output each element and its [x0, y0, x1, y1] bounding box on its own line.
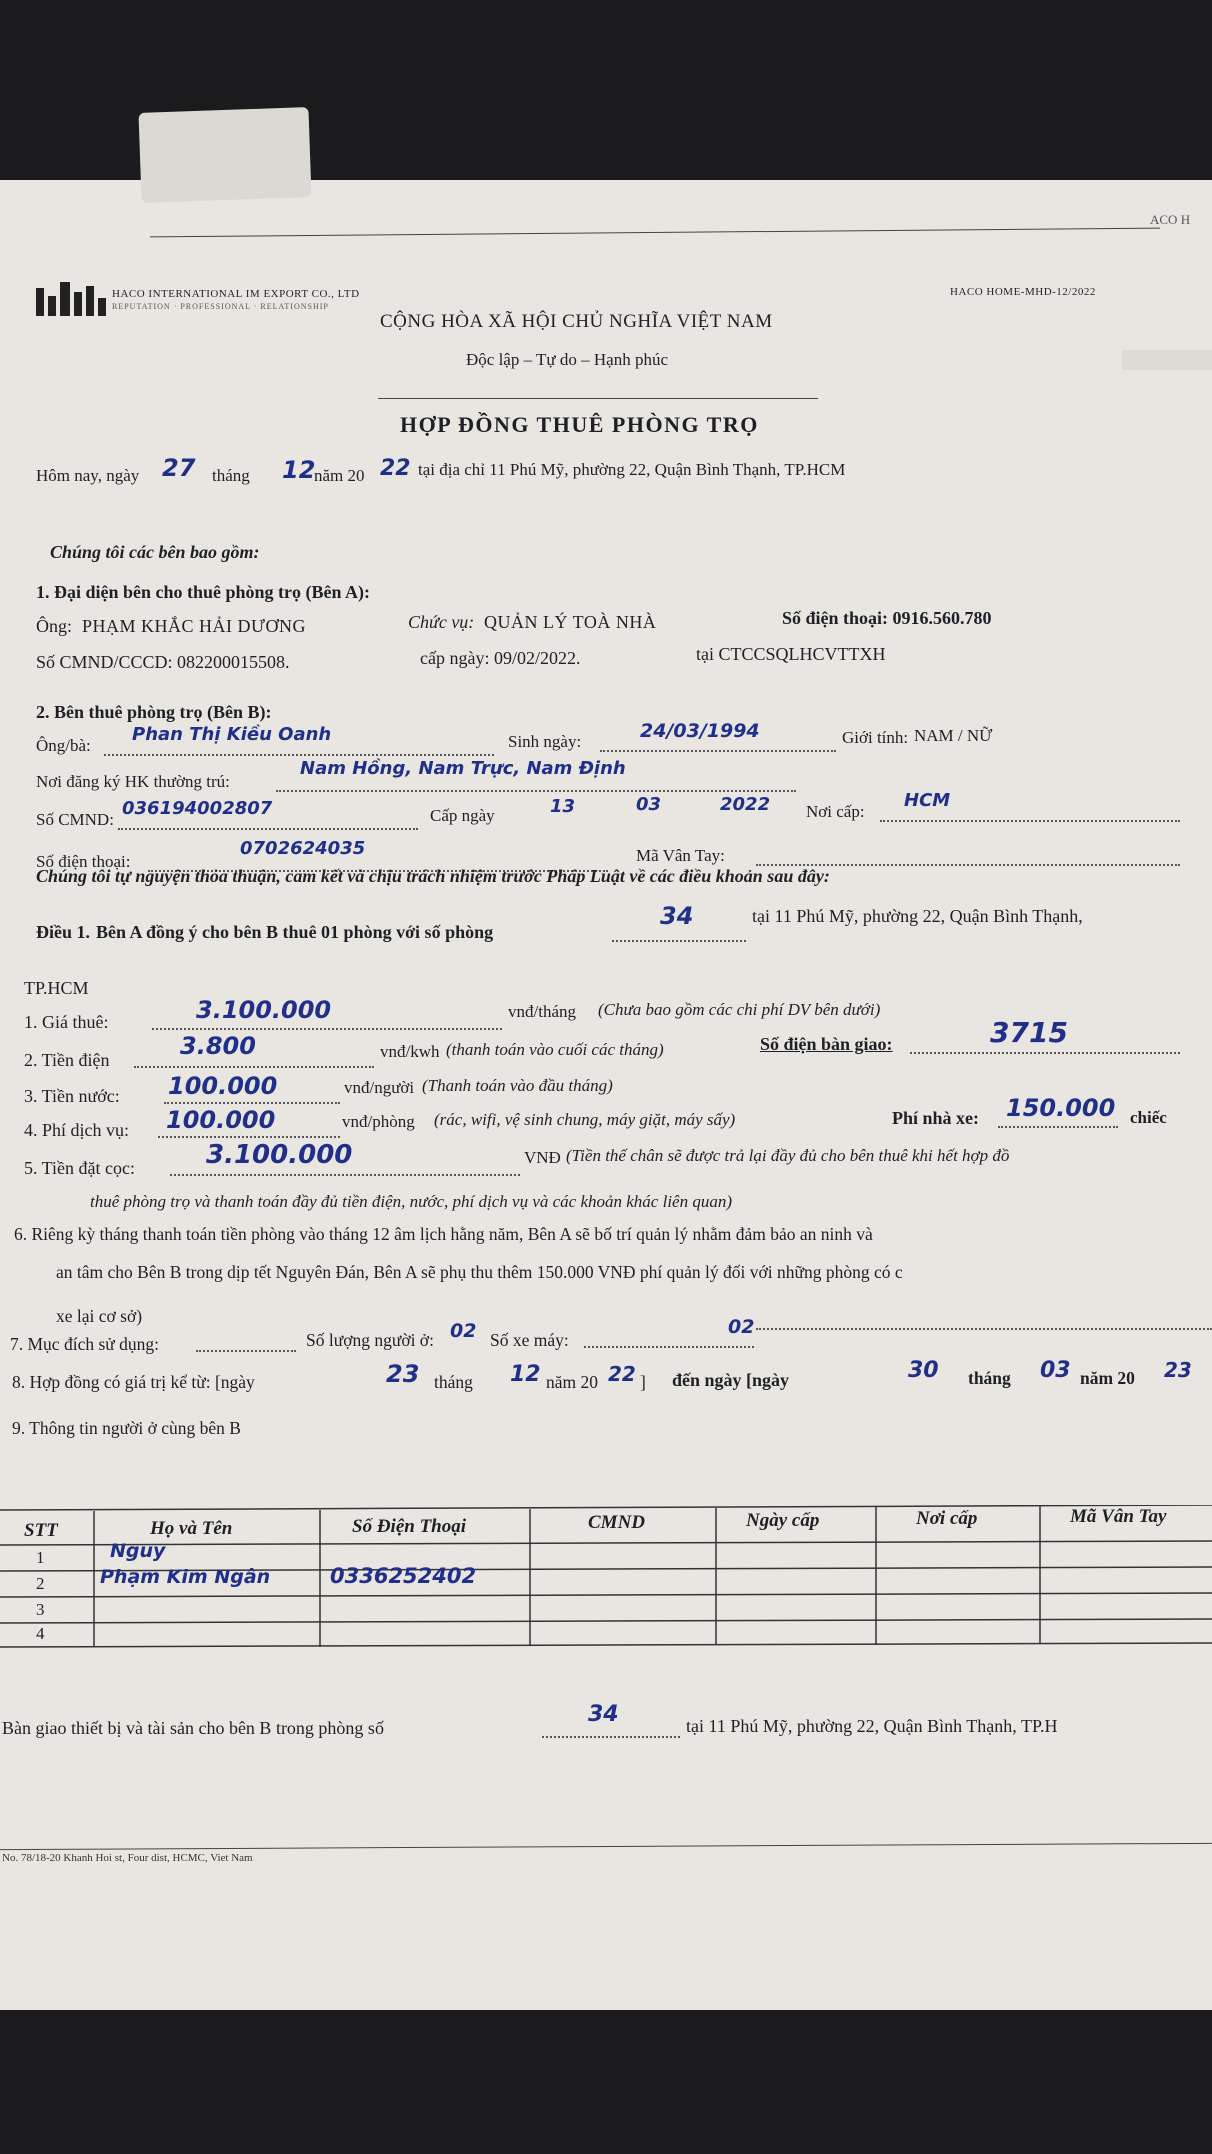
party-b-dob-label: Sinh ngày:: [508, 732, 582, 751]
to-year-label: năm 20: [1080, 1368, 1135, 1388]
party-a-id: Số CMND/CCCD: 082200015508.: [36, 652, 290, 672]
service-unit: vnđ/phòng: [342, 1112, 415, 1131]
deposit-label: 5. Tiền đặt cọc:: [24, 1158, 135, 1178]
rent-value: 3.100.000: [196, 996, 332, 1024]
party-a-role-label: Chức vụ:: [408, 612, 475, 632]
party-b-place-label: Nơi cấp:: [806, 802, 865, 821]
paper-fold: [1122, 350, 1212, 370]
service-value: 100.000: [166, 1106, 276, 1134]
bikes-label: Số xe máy:: [490, 1330, 569, 1350]
party-a-issue: cấp ngày: 09/02/2022.: [420, 648, 581, 668]
row2-phone: 0336252402: [330, 1564, 477, 1588]
occupants-value: 02: [450, 1320, 477, 1342]
to-month: 03: [1040, 1358, 1071, 1383]
th-phone: Số Điện Thoại: [352, 1516, 467, 1537]
party-b-issue-year: 2022: [720, 794, 771, 815]
meter-value: 3715: [990, 1016, 1068, 1049]
rent-label: 1. Giá thuê:: [24, 1012, 109, 1032]
party-a-role: QUẢN LÝ TOÀ NHÀ: [484, 612, 657, 632]
party-b-place: HCM: [904, 790, 951, 811]
intro-year: 22: [380, 456, 411, 481]
intro-year-label: năm 20: [314, 466, 365, 485]
item6-line-c: xe lại cơ sở): [56, 1306, 143, 1326]
party-b-phone-label: Số điện thoại:: [36, 852, 131, 871]
water-label: 3. Tiền nước:: [24, 1086, 120, 1106]
article1-label: Điều 1.: [36, 922, 90, 942]
party-b-gender: NAM / NỮ: [914, 726, 993, 745]
party-a-name-label: Ông:: [36, 616, 72, 636]
from-month: 12: [510, 1362, 541, 1387]
party-b-name-label: Ông/bà:: [36, 736, 91, 755]
parking-unit: chiếc: [1130, 1108, 1167, 1127]
rent-note: (Chưa bao gồm các chi phí DV bên dưới): [598, 1000, 881, 1019]
row3-stt: 3: [36, 1600, 45, 1619]
intro-month-label: tháng: [212, 466, 250, 485]
purpose-label: 7. Mục đích sử dụng:: [10, 1334, 159, 1354]
doc-code: HACO HOME-MHD-12/2022: [950, 286, 1096, 298]
to-label: đến ngày [ngày: [672, 1370, 790, 1390]
company-name: HACO INTERNATIONAL IM EXPORT CO., LTD: [112, 288, 360, 300]
handover-text-b: tại 11 Phú Mỹ, phường 22, Quận Bình Thạnh, TP.H: [686, 1716, 1058, 1736]
haco-logo-icon: [36, 282, 108, 316]
th-issue-date: Ngày cấp: [746, 1510, 820, 1531]
row1-stt: 1: [36, 1548, 45, 1567]
company-tagline: REPUTATION · PROFESSIONAL · RELATIONSHIP: [112, 302, 329, 311]
water-note: (Thanh toán vào đầu tháng): [422, 1076, 613, 1095]
paper-tab: [138, 107, 311, 203]
party-b-id-label: Số CMND:: [36, 810, 114, 829]
article1-room: 34: [660, 902, 694, 930]
row4-stt: 4: [36, 1624, 45, 1643]
to-day: 30: [908, 1358, 939, 1383]
th-fingerprint: Mã Vân Tay: [1070, 1506, 1167, 1527]
party-b-heading: 2. Bên thuê phòng trọ (Bên B):: [36, 702, 272, 722]
party-b-issue-month: 03: [636, 794, 662, 815]
deposit-value: 3.100.000: [206, 1140, 353, 1170]
th-issue-place: Nơi cấp: [916, 1508, 978, 1529]
intro-place: tại địa chỉ 11 Phú Mỹ, phường 22, Quận Bình Thạnh, TP.HCM: [418, 460, 846, 479]
party-b-issue-label: Cấp ngày: [430, 806, 495, 825]
rent-unit: vnđ/tháng: [508, 1002, 576, 1021]
deposit-note-b: thuê phòng trọ và thanh toán đầy đủ tiền điện, nước, phí dịch vụ và các khoản khác liên quan): [90, 1192, 733, 1211]
party-a-phone: Số điện thoại: 0916.560.780: [782, 608, 992, 628]
th-stt: STT: [24, 1520, 58, 1541]
service-label: 4. Phí dịch vụ:: [24, 1120, 130, 1140]
elec-label: 2. Tiền điện: [24, 1050, 110, 1070]
party-a-heading: 1. Đại diện bên cho thuê phòng trọ (Bên A):: [36, 582, 371, 602]
article1-text-b: tại 11 Phú Mỹ, phường 22, Quận Bình Thạnh,: [752, 906, 1083, 926]
water-value: 100.000: [168, 1072, 278, 1100]
parties-heading: Chúng tôi các bên bao gồm:: [50, 542, 260, 562]
article1-text-a: Bên A đồng ý cho bên B thuê 01 phòng với số phòng: [96, 922, 494, 942]
occupants-label: Số lượng người ở:: [306, 1330, 434, 1350]
from-year-label: năm 20: [546, 1372, 599, 1392]
row2-stt: 2: [36, 1574, 45, 1593]
item6-line-a: 6. Riêng kỳ tháng thanh toán tiền phòng vào tháng 12 âm lịch hằng năm, Bên A sẽ bố trí quản lý nhằm đảm bảo an ninh và: [14, 1224, 873, 1244]
water-unit: vnđ/người: [344, 1078, 415, 1097]
row1-name: Nguy: [110, 1540, 166, 1562]
elec-note: (thanh toán vào cuối các tháng): [446, 1040, 664, 1059]
meter-label: Số điện bàn giao:: [760, 1034, 893, 1054]
commitment: Chúng tôi tự nguyện thỏa thuận, cam kết và chịu trách nhiệm trước Pháp Luật về các điều khoản sau đây:: [36, 866, 830, 886]
from-year: 22: [608, 1362, 636, 1386]
party-b-fingerprint-label: Mã Vân Tay:: [636, 846, 725, 865]
footer-address: No. 78/18-20 Khanh Hoi st, Four dist, HCMC, Viet Nam: [2, 1852, 253, 1864]
to-month-label: tháng: [968, 1368, 1011, 1388]
party-a-issue-place: tại CTCCSQLHCVTTXH: [696, 644, 886, 664]
from-day: 23: [386, 1360, 420, 1388]
intro-prefix: Hôm nay, ngày: [36, 466, 140, 485]
party-b-phone: 0702624035: [240, 838, 366, 859]
th-cmnd: CMND: [588, 1512, 646, 1533]
party-b-gender-label: Giới tính:: [842, 728, 909, 747]
cohabitants-heading: 9. Thông tin người ở cùng bên B: [12, 1418, 241, 1438]
service-note: (rác, wifi, vệ sinh chung, máy giặt, máy sấy): [434, 1110, 736, 1129]
motto: Độc lập – Tự do – Hạnh phúc: [466, 350, 668, 369]
elec-unit: vnđ/kwh: [380, 1042, 440, 1061]
from-month-label: tháng: [434, 1372, 473, 1392]
deposit-note-a: (Tiền thế chân sẽ được trả lại đầy đủ cho bên thuê khi hết hợp đồ: [566, 1146, 1010, 1165]
bikes-value: 02: [728, 1316, 755, 1338]
article1-text-c: TP.HCM: [24, 978, 89, 998]
party-b-issue-day: 13: [550, 796, 576, 817]
header-underline: [378, 398, 818, 399]
parking-value: 150.000: [1006, 1094, 1116, 1122]
validity-label: 8. Hợp đồng có giá trị kể từ: [ngày: [12, 1372, 255, 1392]
contract-title: HỢP ĐỒNG THUÊ PHÒNG TRỌ: [400, 412, 759, 437]
party-b-address-label: Nơi đăng ký HK thường trú:: [36, 772, 230, 791]
from-bracket: ]: [640, 1372, 646, 1392]
item6-line-b: an tâm cho Bên B trong dịp tết Nguyên Đán, Bên A sẽ phụ thu thêm 150.000 VNĐ phí quản lý đối với những phòng có c: [56, 1262, 903, 1282]
parking-label: Phí nhà xe:: [892, 1108, 980, 1128]
handover-text-a: Bàn giao thiết bị và tài sản cho bên B trong phòng số: [2, 1718, 384, 1738]
handover-room: 34: [588, 1702, 619, 1727]
intro-day: 27: [162, 454, 196, 482]
party-b-address: Nam Hồng, Nam Trực, Nam Định: [300, 758, 626, 779]
party-a-name: PHẠM KHẮC HẢI DƯƠNG: [82, 616, 306, 636]
party-b-dob: 24/03/1994: [640, 720, 760, 742]
elec-value: 3.800: [180, 1032, 256, 1060]
deposit-unit: VNĐ: [524, 1148, 561, 1167]
corner-text: ACO H: [1150, 212, 1191, 227]
country-heading: CỘNG HÒA XÃ HỘI CHỦ NGHĨA VIỆT NAM: [380, 311, 773, 332]
party-b-name: Phan Thị Kiều Oanh: [132, 724, 332, 745]
intro-month: 12: [282, 456, 316, 484]
party-b-id: 036194002807: [122, 798, 273, 819]
row2-name: Phạm Kim Ngân: [100, 1566, 271, 1588]
th-name: Họ và Tên: [150, 1518, 233, 1539]
to-year: 23: [1164, 1358, 1192, 1382]
